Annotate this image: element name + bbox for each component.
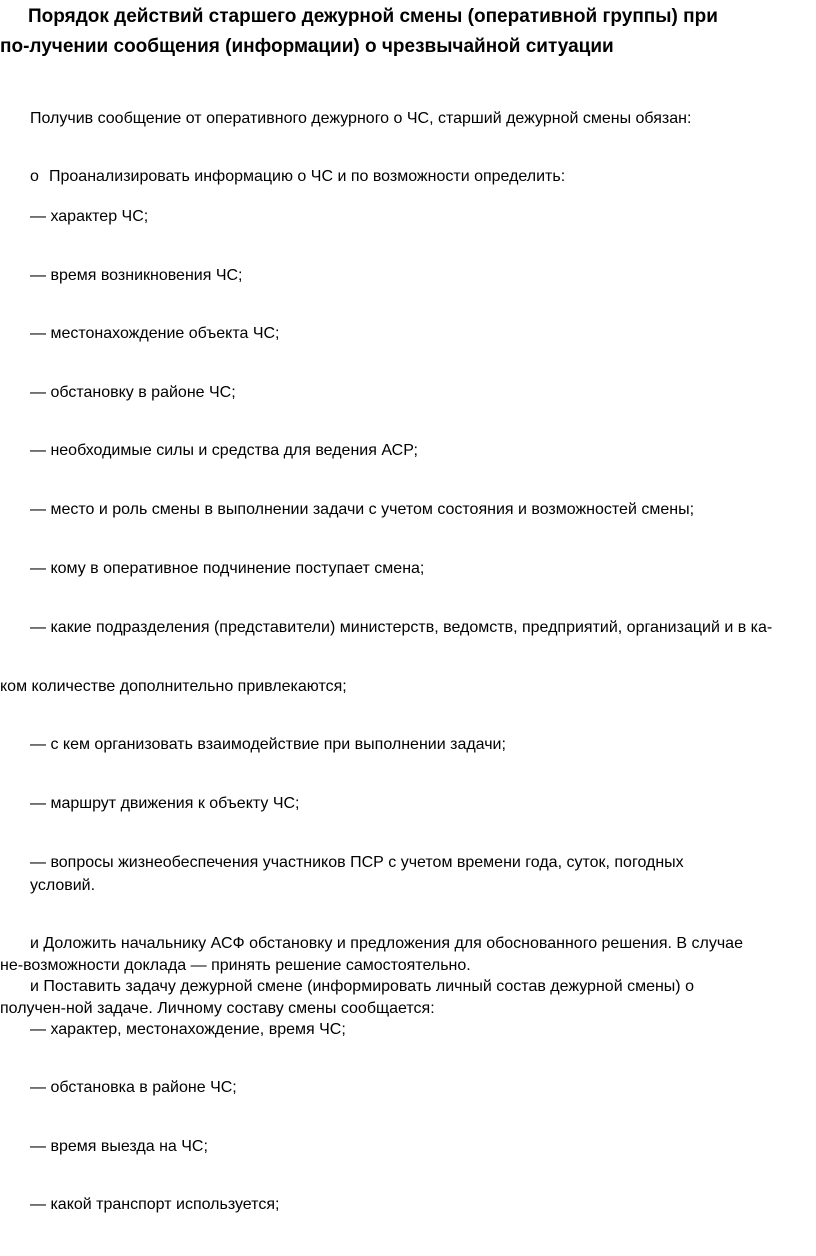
list-item: — какие подразделения (представители) министерств, ведомств, предприятий, организаций и в ка- xyxy=(30,619,773,636)
list-item: — обстановку в районе ЧС; xyxy=(30,384,236,401)
page-title-line-1: Порядок действий старшего дежурной смены (оперативной группы) при xyxy=(28,6,718,27)
list-item: — характер, местонахождение, время ЧС; xyxy=(30,1021,346,1038)
list-item: — кому в оперативное подчинение поступает смена; xyxy=(30,560,425,577)
analyze-heading: Проанализировать информацию о ЧС и по возможности определить: xyxy=(49,168,566,185)
list-item: — место и роль смены в выполнении задачи с учетом состояния и возможностей смены; xyxy=(30,501,695,518)
list-item-continuation: ком количестве дополнительно привлекаются; xyxy=(0,678,347,695)
list-item: — характер ЧС; xyxy=(30,208,149,225)
list-item: — время возникновения ЧС; xyxy=(30,267,243,284)
list-item: — маршрут движения к объекту ЧС; xyxy=(30,795,300,812)
list-item: — вопросы жизнеобеспечения участников ПСР с учетом времени года, суток, погодных xyxy=(30,854,684,871)
analyze-bullet-marker: o xyxy=(30,168,39,185)
task-paragraph-line-1: и Поставить задачу дежурной смене (информировать личный состав дежурной смены) о xyxy=(30,978,694,995)
list-item: — необходимые силы и средства для ведения АСР; xyxy=(30,442,418,459)
list-item-continuation: условий. xyxy=(30,877,96,894)
report-paragraph-line-2: не-возможности доклада — принять решение самостоятельно. xyxy=(0,957,471,974)
intro-paragraph: Получив сообщение от оперативного дежурного о ЧС, старший дежурной смены обязан: xyxy=(30,110,692,127)
page-title-line-2: по-лучении сообщения (информации) о чрезвычайной ситуации xyxy=(0,36,614,57)
list-item: — местонахождение объекта ЧС; xyxy=(30,325,280,342)
list-item: — с кем организовать взаимодействие при выполнении задачи; xyxy=(30,736,506,753)
list-item: — обстановка в районе ЧС; xyxy=(30,1079,237,1096)
list-item: — время выезда на ЧС; xyxy=(30,1138,208,1155)
report-paragraph-line-1: и Доложить начальнику АСФ обстановку и предложения для обоснованного решения. В случае xyxy=(30,935,743,952)
task-paragraph-line-2: получен-ной задаче. Личному составу смены сообщается: xyxy=(0,1000,435,1017)
list-item: — какой транспорт используется; xyxy=(30,1196,280,1213)
